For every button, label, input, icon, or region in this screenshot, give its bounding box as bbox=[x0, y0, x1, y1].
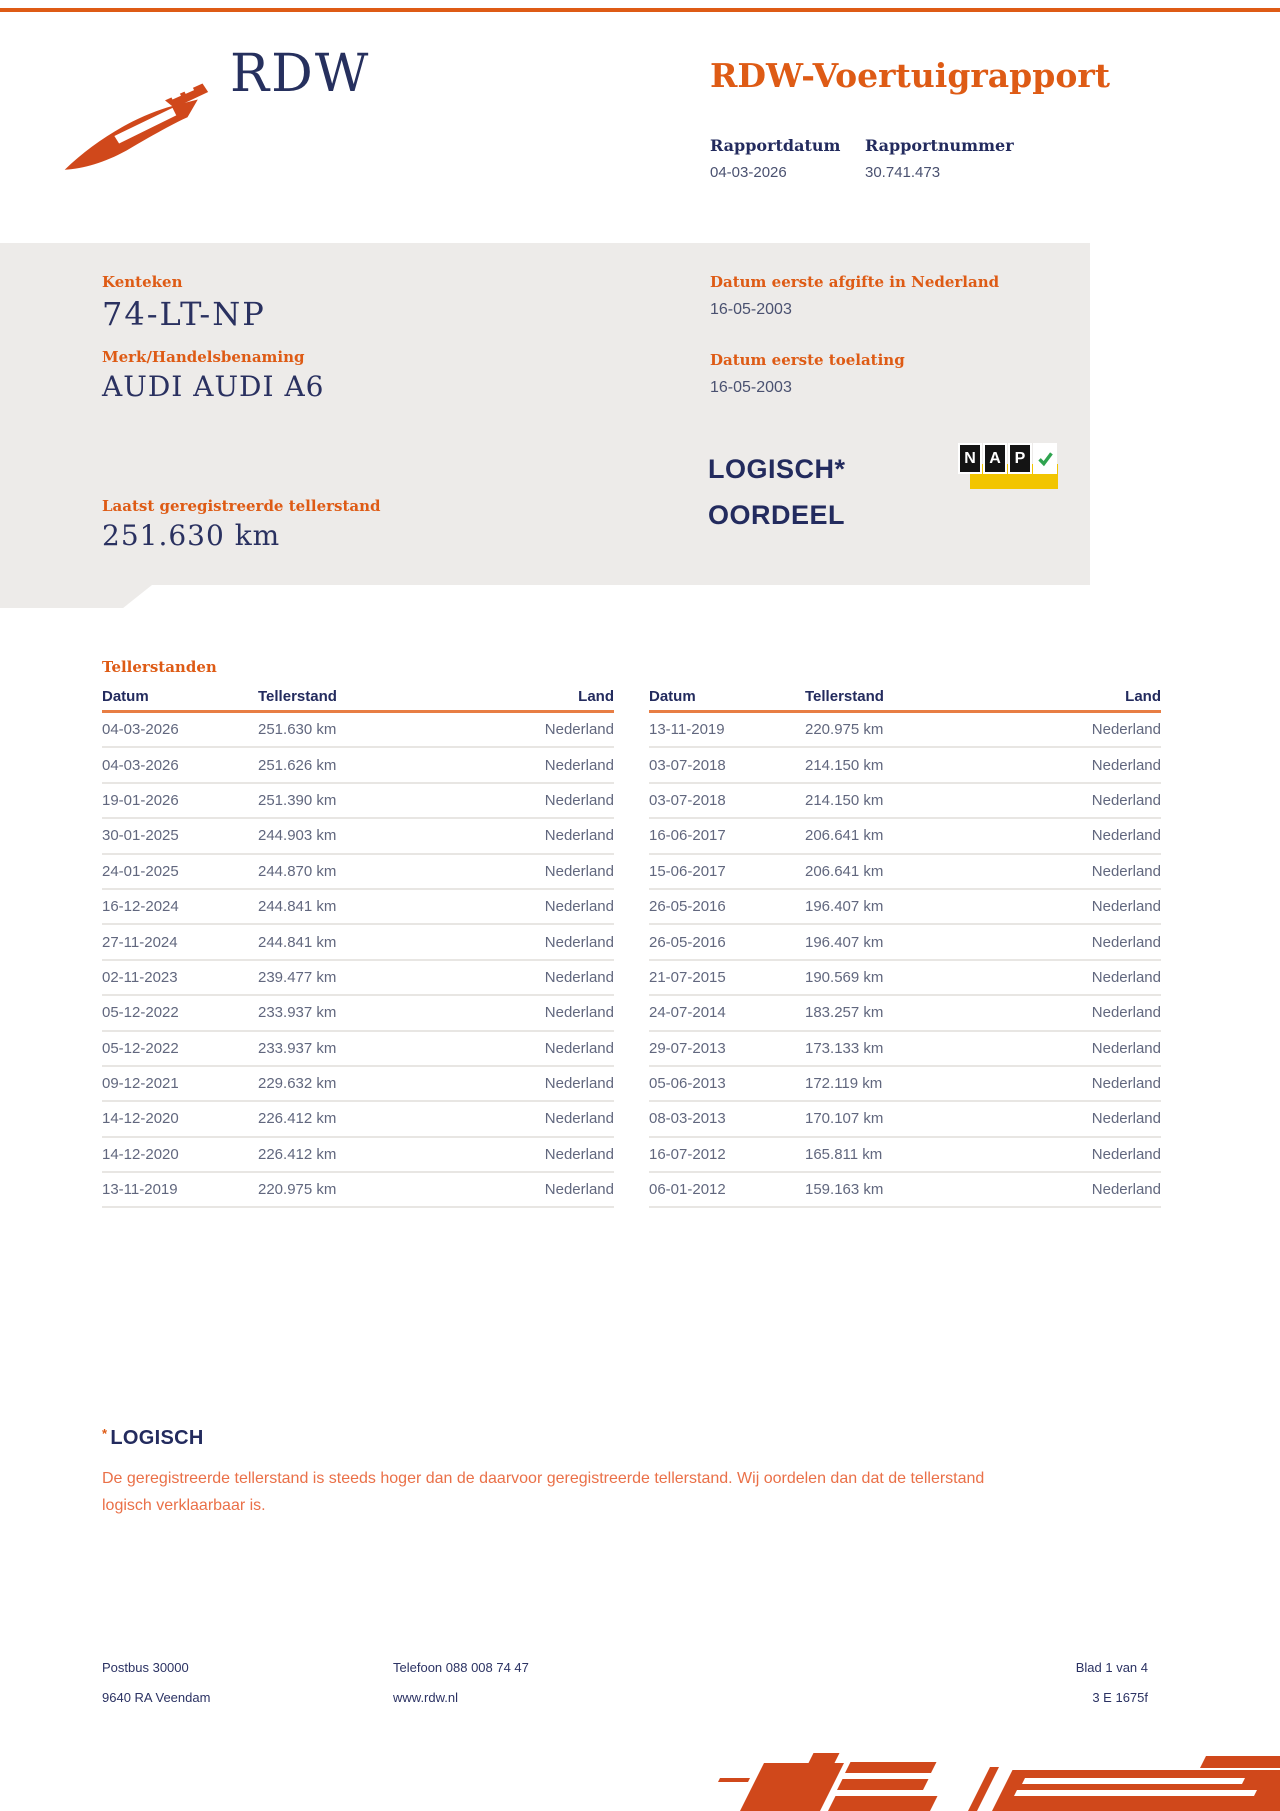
rdw-speedmark-graphic bbox=[640, 1740, 1280, 1811]
table-row bbox=[649, 925, 1161, 960]
cell-land: Nederland bbox=[544, 898, 614, 916]
cell-tellerstand: 196.407 km bbox=[805, 898, 884, 916]
cell-tellerstand: 196.407 km bbox=[805, 933, 884, 951]
cell-datum: 03-07-2018 bbox=[649, 791, 726, 809]
cell-tellerstand: 226.412 km bbox=[258, 1145, 337, 1163]
table-row bbox=[649, 784, 1161, 819]
table-header-row bbox=[649, 688, 1161, 713]
table-row bbox=[102, 890, 614, 925]
col-header-land: Land bbox=[1125, 688, 1161, 705]
table-row bbox=[649, 819, 1161, 854]
cell-tellerstand: 244.841 km bbox=[258, 898, 337, 916]
cell-datum: 30-01-2025 bbox=[102, 827, 179, 845]
cell-datum: 13-11-2019 bbox=[102, 1181, 178, 1199]
table-row bbox=[102, 819, 614, 854]
table-row bbox=[102, 961, 614, 996]
cell-datum: 16-07-2012 bbox=[649, 1145, 726, 1163]
cell-tellerstand: 251.626 km bbox=[258, 756, 337, 774]
cell-tellerstand: 165.811 km bbox=[805, 1145, 883, 1163]
tellerstanden-section-title: Tellerstanden bbox=[102, 658, 217, 676]
cell-tellerstand: 233.937 km bbox=[258, 1004, 337, 1022]
cell-datum: 09-12-2021 bbox=[102, 1075, 179, 1093]
cell-datum: 04-03-2026 bbox=[102, 756, 179, 774]
col-header-datum: Datum bbox=[102, 688, 149, 705]
cell-tellerstand: 229.632 km bbox=[258, 1075, 337, 1093]
cell-tellerstand: 251.630 km bbox=[258, 721, 337, 739]
cell-tellerstand: 206.641 km bbox=[805, 862, 884, 880]
report-title: RDW-Voertuigrapport bbox=[710, 56, 1110, 95]
cell-land: Nederland bbox=[544, 1110, 614, 1128]
meter-table-right bbox=[649, 688, 1161, 1208]
report-date-value: 04-03-2026 bbox=[710, 164, 787, 181]
cell-land: Nederland bbox=[1091, 756, 1161, 774]
kenteken-label: Kenteken bbox=[102, 273, 183, 291]
oordeel-line2: OORDEEL bbox=[708, 500, 846, 530]
table-row bbox=[649, 1102, 1161, 1137]
cell-land: Nederland bbox=[544, 968, 614, 986]
cell-tellerstand: 233.937 km bbox=[258, 1039, 337, 1057]
cell-tellerstand: 214.150 km bbox=[805, 756, 884, 774]
cell-datum: 05-12-2022 bbox=[102, 1004, 179, 1022]
cell-tellerstand: 244.870 km bbox=[258, 862, 337, 880]
cell-land: Nederland bbox=[1091, 933, 1161, 951]
vehicle-summary-panel bbox=[0, 243, 1090, 585]
cell-land: Nederland bbox=[1091, 1110, 1161, 1128]
table-row bbox=[102, 1032, 614, 1067]
cell-land: Nederland bbox=[544, 1004, 614, 1022]
report-meta bbox=[710, 136, 1014, 181]
cell-datum: 14-12-2020 bbox=[102, 1110, 179, 1128]
toelating-label: Datum eerste toelating bbox=[710, 351, 905, 369]
cell-datum: 06-01-2012 bbox=[649, 1181, 726, 1199]
cell-land: Nederland bbox=[544, 1145, 614, 1163]
col-header-tellerstand: Tellerstand bbox=[258, 688, 337, 705]
nap-letter-n: N bbox=[958, 443, 982, 474]
cell-tellerstand: 183.257 km bbox=[805, 1004, 884, 1022]
cell-tellerstand: 159.163 km bbox=[805, 1181, 884, 1199]
cell-tellerstand: 190.569 km bbox=[805, 968, 884, 986]
cell-land: Nederland bbox=[1091, 862, 1161, 880]
merk-value: AUDI AUDI A6 bbox=[102, 370, 325, 403]
cell-datum: 16-06-2017 bbox=[649, 827, 726, 845]
cell-datum: 26-05-2016 bbox=[649, 933, 726, 951]
asterisk-mark: * bbox=[102, 1426, 108, 1441]
table-row bbox=[102, 1173, 614, 1208]
cell-datum: 02-11-2023 bbox=[102, 968, 178, 986]
kenteken-value: 74-LT-NP bbox=[102, 295, 266, 333]
meter-table-left bbox=[102, 688, 614, 1208]
cell-datum: 27-11-2024 bbox=[102, 933, 178, 951]
cell-tellerstand: 172.119 km bbox=[805, 1075, 883, 1093]
table-row bbox=[649, 713, 1161, 748]
cell-tellerstand: 244.841 km bbox=[258, 933, 337, 951]
cell-land: Nederland bbox=[544, 1075, 614, 1093]
nap-check-icon bbox=[1033, 443, 1057, 474]
cell-land: Nederland bbox=[544, 721, 614, 739]
table-row bbox=[649, 1138, 1161, 1173]
table-row bbox=[649, 1032, 1161, 1067]
cell-land: Nederland bbox=[1091, 1075, 1161, 1093]
report-date-label: Rapportdatum bbox=[710, 136, 841, 155]
table-row bbox=[649, 748, 1161, 783]
report-number-label: Rapportnummer bbox=[865, 136, 1014, 155]
cell-tellerstand: 214.150 km bbox=[805, 791, 884, 809]
tellerstand-value: 251.630 km bbox=[102, 519, 281, 552]
cell-datum: 08-03-2013 bbox=[649, 1110, 726, 1128]
footer-address bbox=[102, 1660, 210, 1704]
cell-tellerstand: 220.975 km bbox=[805, 721, 884, 739]
cell-datum: 03-07-2018 bbox=[649, 756, 726, 774]
footer-address-line2: 9640 RA Veendam bbox=[102, 1690, 211, 1705]
cell-land: Nederland bbox=[1091, 1181, 1161, 1199]
cell-land: Nederland bbox=[544, 827, 614, 845]
nap-letter-p: P bbox=[1008, 443, 1032, 474]
cell-datum: 05-06-2013 bbox=[649, 1075, 726, 1093]
merk-label: Merk/Handelsbenaming bbox=[102, 348, 305, 366]
logisch-note-heading bbox=[102, 1426, 1002, 1450]
cell-datum: 24-01-2025 bbox=[102, 862, 179, 880]
table-row bbox=[649, 961, 1161, 996]
footer-form-code: 3 E 1675f bbox=[1092, 1690, 1148, 1705]
nap-letter-a: A bbox=[983, 443, 1007, 474]
table-row bbox=[649, 1173, 1161, 1208]
cell-datum: 05-12-2022 bbox=[102, 1039, 179, 1057]
cell-land: Nederland bbox=[544, 862, 614, 880]
footer-website: www.rdw.nl bbox=[393, 1690, 459, 1705]
cell-land: Nederland bbox=[544, 791, 614, 809]
table-row bbox=[102, 855, 614, 890]
cell-land: Nederland bbox=[544, 756, 614, 774]
footer-page-info bbox=[1076, 1660, 1148, 1704]
cell-tellerstand: 244.903 km bbox=[258, 827, 337, 845]
cell-tellerstand: 170.107 km bbox=[805, 1110, 884, 1128]
cell-tellerstand: 220.975 km bbox=[258, 1181, 337, 1199]
panel-corner-tab bbox=[0, 585, 152, 608]
afgifte-label: Datum eerste afgifte in Nederland bbox=[710, 273, 1000, 291]
cell-datum: 26-05-2016 bbox=[649, 898, 726, 916]
logisch-note-body: De geregistreerde tellerstand is steeds hoger dan de daarvoor geregistreerde tellerstand. Wij oordelen dan dat de tellerstand logisch verklaarbaar is. bbox=[102, 1470, 985, 1514]
report-number-block bbox=[865, 136, 1014, 181]
toelating-value: 16-05-2003 bbox=[710, 379, 792, 396]
col-header-datum: Datum bbox=[649, 688, 696, 705]
table-row bbox=[649, 855, 1161, 890]
meter-tables bbox=[102, 688, 1161, 1208]
cell-land: Nederland bbox=[1091, 1039, 1161, 1057]
table-row bbox=[649, 996, 1161, 1031]
rdw-swoosh-icon bbox=[60, 62, 210, 180]
table-header-row bbox=[102, 688, 614, 713]
table-row bbox=[102, 713, 614, 748]
cell-tellerstand: 239.477 km bbox=[258, 968, 337, 986]
cell-land: Nederland bbox=[1091, 898, 1161, 916]
footer-phone: Telefoon 088 008 74 47 bbox=[393, 1660, 529, 1675]
col-header-land: Land bbox=[578, 688, 614, 705]
cell-datum: 04-03-2026 bbox=[102, 721, 179, 739]
cell-datum: 24-07-2014 bbox=[649, 1004, 726, 1022]
table-row bbox=[649, 890, 1161, 925]
col-header-tellerstand: Tellerstand bbox=[805, 688, 884, 705]
nap-tiles bbox=[958, 443, 1057, 474]
cell-land: Nederland bbox=[1091, 827, 1161, 845]
rdw-logo-text: RDW bbox=[230, 44, 371, 104]
nap-logo bbox=[958, 443, 1062, 491]
cell-land: Nederland bbox=[1091, 1004, 1161, 1022]
report-date-block bbox=[710, 136, 865, 181]
table-row bbox=[649, 1067, 1161, 1102]
footer-address-line1: Postbus 30000 bbox=[102, 1660, 189, 1675]
tellerstand-label: Laatst geregistreerde tellerstand bbox=[102, 497, 381, 515]
table-row bbox=[102, 1102, 614, 1137]
cell-land: Nederland bbox=[1091, 1145, 1161, 1163]
cell-tellerstand: 173.133 km bbox=[805, 1039, 884, 1057]
cell-land: Nederland bbox=[544, 933, 614, 951]
cell-datum: 13-11-2019 bbox=[649, 721, 725, 739]
logisch-note bbox=[102, 1426, 1002, 1519]
cell-datum: 19-01-2026 bbox=[102, 791, 179, 809]
cell-tellerstand: 226.412 km bbox=[258, 1110, 337, 1128]
cell-datum: 16-12-2024 bbox=[102, 898, 179, 916]
footer-contact bbox=[393, 1660, 529, 1704]
cell-land: Nederland bbox=[1091, 968, 1161, 986]
footer-page-number: Blad 1 van 4 bbox=[1075, 1660, 1148, 1675]
afgifte-value: 16-05-2003 bbox=[710, 301, 792, 318]
table-row bbox=[102, 784, 614, 819]
cell-datum: 21-07-2015 bbox=[649, 968, 726, 986]
logisch-note-heading-text: LOGISCH bbox=[110, 1427, 204, 1449]
cell-land: Nederland bbox=[1091, 791, 1161, 809]
table-row bbox=[102, 925, 614, 960]
cell-datum: 15-06-2017 bbox=[649, 862, 726, 880]
table-row bbox=[102, 1067, 614, 1102]
table-row bbox=[102, 996, 614, 1031]
report-number-value: 30.741.473 bbox=[865, 164, 941, 181]
cell-land: Nederland bbox=[1091, 721, 1161, 739]
oordeel-text bbox=[708, 446, 846, 538]
cell-tellerstand: 251.390 km bbox=[258, 791, 337, 809]
table-row bbox=[102, 1138, 614, 1173]
top-accent-bar bbox=[0, 8, 1280, 12]
cell-land: Nederland bbox=[544, 1181, 614, 1199]
cell-land: Nederland bbox=[544, 1039, 614, 1057]
table-row bbox=[102, 748, 614, 783]
cell-tellerstand: 206.641 km bbox=[805, 827, 884, 845]
cell-datum: 29-07-2013 bbox=[649, 1039, 726, 1057]
oordeel-line1: LOGISCH* bbox=[708, 454, 846, 484]
cell-datum: 14-12-2020 bbox=[102, 1145, 179, 1163]
